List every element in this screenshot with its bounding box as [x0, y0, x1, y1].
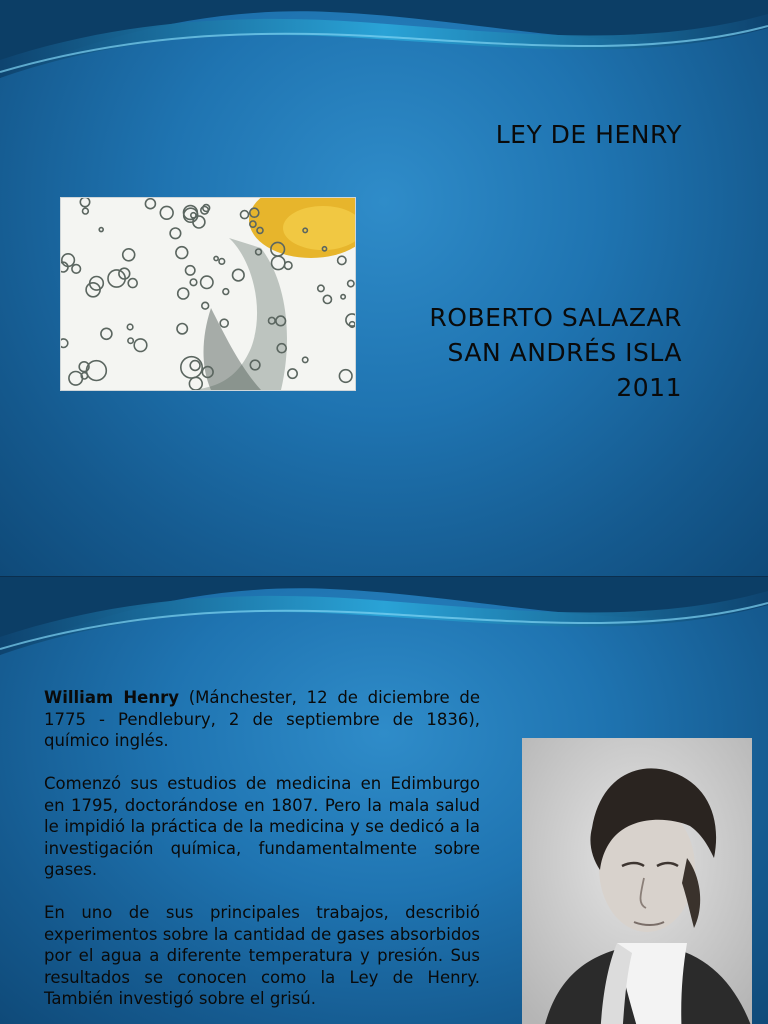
header-wave: [0, 0, 768, 90]
bubble: [219, 259, 225, 265]
bubble: [69, 372, 83, 386]
bubbles-image: [60, 197, 356, 391]
slide-title: LEY DE HENRY: [495, 120, 682, 149]
bubble: [214, 256, 218, 260]
bubble: [272, 256, 285, 269]
bubble: [348, 280, 354, 286]
bubble: [341, 295, 345, 299]
bubble: [323, 295, 331, 303]
bubble: [190, 279, 197, 286]
biography-text: [44, 687, 480, 1024]
bubble: [233, 269, 245, 281]
bubble: [186, 266, 195, 275]
bio-paragraph-1: [44, 687, 480, 752]
bubble: [346, 314, 355, 326]
bubble: [241, 211, 249, 219]
bubble: [134, 339, 147, 352]
bubble: [83, 208, 89, 214]
bubble: [128, 338, 133, 343]
bubble: [72, 265, 81, 274]
bio-name: William Henry: [44, 688, 180, 707]
author-block: [429, 300, 682, 405]
bubble: [145, 199, 155, 209]
bubble: [128, 279, 137, 288]
slide-2: [0, 577, 768, 1024]
author-place: SAN ANDRÉS ISLA: [447, 338, 682, 367]
bio-paragraph-2: Comenzó sus estudios de medicina en Edimburgo en 1795, doctorándose en 1807. Pero la mala salud le impidió la práctica de la medicina y se dedicó a la investigación química, fundamentalmente sobre gases.: [44, 774, 480, 879]
bubble: [177, 324, 187, 334]
bubble: [160, 206, 173, 219]
bubble: [189, 377, 202, 390]
author-name: ROBERTO SALAZAR: [429, 303, 682, 332]
bubble: [123, 249, 135, 261]
bubble: [338, 256, 346, 264]
header-wave: [0, 577, 768, 667]
bubble: [201, 276, 213, 288]
bubble: [223, 289, 229, 295]
bubble: [99, 228, 103, 232]
bubble: [87, 361, 107, 381]
bubble: [288, 369, 297, 378]
bubble: [220, 319, 228, 327]
portrait-image: [522, 738, 752, 1024]
bubble: [202, 302, 209, 309]
bubble: [303, 357, 308, 362]
bubble: [339, 370, 352, 383]
bubble: [80, 198, 89, 207]
bubble: [178, 288, 189, 299]
bio-paragraph-3: En uno de sus principales trabajos, describió experimentos sobre la cantidad de gases absorbidos por el agua a diferente temperatura y presión. Sus resultados se conocen como la Ley de Henry. También investigó sobre el grisú.: [44, 903, 480, 1008]
bubble: [318, 285, 324, 291]
bubble: [101, 328, 112, 339]
bubble: [170, 228, 181, 239]
bubble: [127, 324, 133, 330]
bubble: [190, 361, 200, 371]
author-year: 2011: [616, 373, 682, 402]
bubble: [176, 247, 188, 259]
bubble: [61, 339, 68, 348]
bio-intro: (Mánchester, 12 de diciembre de 1775 - Pendlebury, 2 de septiembre de 1836), químico inglés.: [44, 688, 480, 750]
